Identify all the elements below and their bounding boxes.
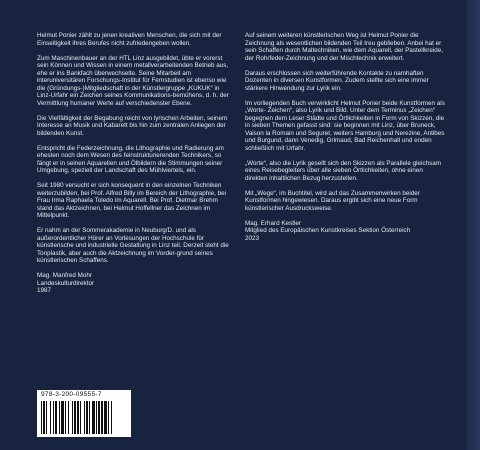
signature-title: Mitglied des Europäischen Kunstkreises Sektion Österreich (245, 227, 411, 234)
paragraph: „Worte“, also die Lyrik gesellt sich den Skizzen als Parallele gleichsam eines Reisebegleiters über alle sieben Örtlichkeiten, ohne einen direkten inhaltlichen Bezug herzustellen. (245, 159, 441, 182)
book-spine-edge (466, 0, 480, 450)
paragraph: Seit 1980 versucht er sich konsequent in den einzelnen Techniken weiterzubilden, bei Prof. Alfred Billy im Bereich der Lithographie, bei Frau Irma Raphaela Toledo im Aquarell. Bei Prof. Dietmar Brehm stand das Aktzeichnen, bei Helmut Hoffellner das Zeichnen im Mittelpunkt. (37, 182, 227, 219)
left-signature (37, 272, 232, 295)
isbn-number: 978-3-200-09555-7 (37, 390, 131, 399)
right-text-column (245, 32, 445, 242)
right-signature (245, 220, 445, 243)
signature-name: Mag. Manfred Mohr (37, 272, 92, 279)
signature-year: 2023 (245, 234, 260, 242)
paragraph: Daraus erschlossen sich weiterführende Kontakte zu namhaften Dozenten in diversen Kunstformen. Zudem stellte sich eine immer stärkere Hinwendung zur Lyrik ein. (245, 69, 429, 92)
paragraph: Zum Maschinenbauer an der HTL Linz ausgebildet, übte er vorerst sein Können und Wissen in einem metallverarbeitenden Betrieb aus, ehe er ins Bankfach überwechselte. Seine Mitarbeit am interuniversitären Forschungs-Institut für Fernstudien ist ebenso wie die (Gründungs-)Mitgliedschaft in der Künstlergruppe „KUKUK“ in Linz-Urfahr ein Zeichen seines Kommunikations-bemühens, d. h. der Vermittlung humaner Werte auf verschiedenster Ebene. (37, 54, 229, 107)
signature-title: Landeskulturdirektor (37, 279, 95, 287)
paragraph: Helmut Ponier zählt zu jenen kreativen Menschen, die sich mit der Einseitigkeit ihres Berufes nicht zufriedengeben wollen. (37, 32, 222, 47)
paragraph: Er nahm an der Sommerakademie in Neuburg/D. und als außerordentlicher Hörer an Vorlesungen der Hochschule für künstlerische und industrielle Gestaltung in Linz teil. Derzeit steht die Tonplastik, aber auch die Aktzeichnung im Vorder-grund seines künstlerischen Schaffens. (37, 227, 229, 264)
left-text-column (37, 32, 232, 295)
signature-name: Mag. Erhard Kestler (245, 219, 301, 227)
signature-year: 1987 (37, 287, 52, 294)
paragraph: Auf seinem weiteren künstlerischen Weg ist Helmut Ponier die Zeichnung als wesentlichen bildenden Teil treu geblieben. Anbei hat er sein Schaffen durch Maltechniken, wie dem Aquarell, der Pastellkreide, der Rohrfeder-Zeichnung und der Mischtechnik erweitert. (245, 32, 443, 62)
paragraph: Entspricht die Federzeichnung, die Lithographie und Radierung am ehesten noch dem Wesen des feinstrukturierenden Technikers, so fängt er in seinen Aquarellen und Ölbildern die Stimmungen seiner Umgebung, speziell der Landschaft des Mühlviertels, ein. (37, 144, 224, 174)
paragraph: Mit „Wege“, im Buchtitel, wird auf das Zusammenwirken beider Kunstformen hingewiesen. Daraus ergibt sich eine neue Form künstlerischer Ausdrucksweise. (245, 189, 420, 212)
paragraph: Die Vielfältigkeit der Begabung reicht von lyrischen Arbeiten, seinem Interesse an Musik und Kabarett bis hin zum zentralen Anliegen der bildenden Kunst. (37, 114, 228, 137)
paragraph: Im vorliegenden Buch verwirklicht Helmut Ponier beide Kunstformen als „Worte- Zeichen“, also Lyrik und Bild. Unter dem Terminus „Zeichen“ begegnen dem Leser Städte und Örtlichkeiten in Form von Skizzen, die in sieben Themen gefasst sind: sie beginnen mit Linz, über Bruneck, Vaison la Romain und Seguret, weiters Hamburg und Nerezine, Antibes und Burgund, dann Venedig, Grimaud, Bad Reichenhall und enden schließlich mit Urfahr. (245, 99, 445, 152)
barcode-icon (37, 399, 131, 437)
isbn-barcode (37, 390, 131, 437)
